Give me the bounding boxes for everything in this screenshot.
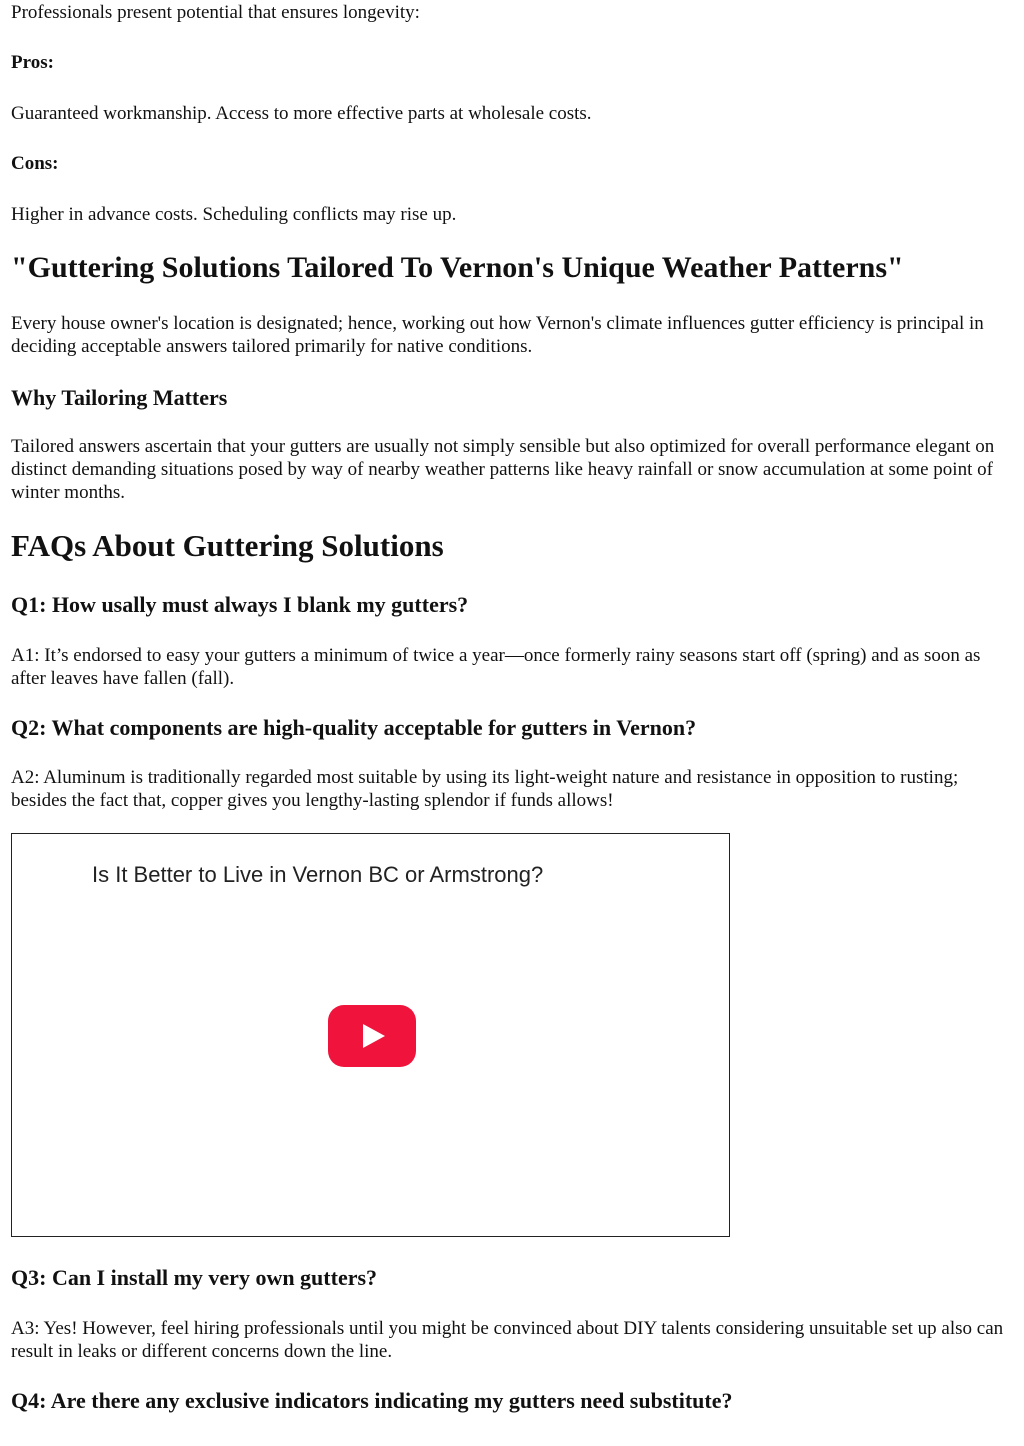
faq-question-3: Q3: Can I install my very own gutters? [11,1265,378,1290]
faqs-title: FAQs About Guttering Solutions [11,528,444,563]
cons-text: Higher in advance costs. Scheduling conflicts may rise up. [11,204,457,225]
video-title[interactable]: Is It Better to Live in Vernon BC or Armstrong? [92,862,544,887]
youtube-play-icon[interactable] [328,1005,416,1067]
cons-heading: Cons: [11,153,59,174]
faq-answer-2: A2: Aluminum is traditionally regarded most suitable by using its light-weight nature and resistance in opposition to rusting; besides the fact that, copper gives you lengthy-lasting splendor if funds allows! [11,767,959,811]
pros-text: Guaranteed workmanship. Access to more effective parts at wholesale costs. [11,103,592,124]
video-embed[interactable] [11,833,730,1237]
why-tailoring-paragraph: Tailored answers ascertain that your gutters are usually not simply sensible but also optimized for overall performance elegant on distinct demanding situations posed by way of nearby weather patterns like heavy rainfall or snow accumulation at some point of winter months. [11,436,995,503]
faq-answer-3: A3: Yes! However, feel hiring professionals until you might be convinced about DIY talents considering unsuitable set up also can result in leaks or different concerns down the line. [11,1318,1004,1362]
section-title-tailored: "Guttering Solutions Tailored To Vernon's Unique Weather Patterns" [11,251,904,284]
faq-question-4: Q4: Are there any exclusive indicators indicating my gutters need substitute? [11,1388,733,1413]
pros-heading: Pros: [11,52,54,73]
faq-question-2: Q2: What components are high-quality acceptable for gutters in Vernon? [11,715,697,740]
faq-answer-1: A1: It’s endorsed to easy your gutters a minimum of twice a year—once formerly rainy seasons start off (spring) and as soon as after leaves have fallen (fall). [11,645,981,689]
intro-text: Professionals present potential that ensures longevity: [11,2,420,23]
why-tailoring-heading: Why Tailoring Matters [11,385,228,410]
faq-question-1: Q1: How usally must always I blank my gutters? [11,592,469,617]
tailored-paragraph: Every house owner's location is designated; hence, working out how Vernon's climate influences gutter efficiency is principal in deciding acceptable answers tailored primarily for native conditions. [11,313,984,357]
